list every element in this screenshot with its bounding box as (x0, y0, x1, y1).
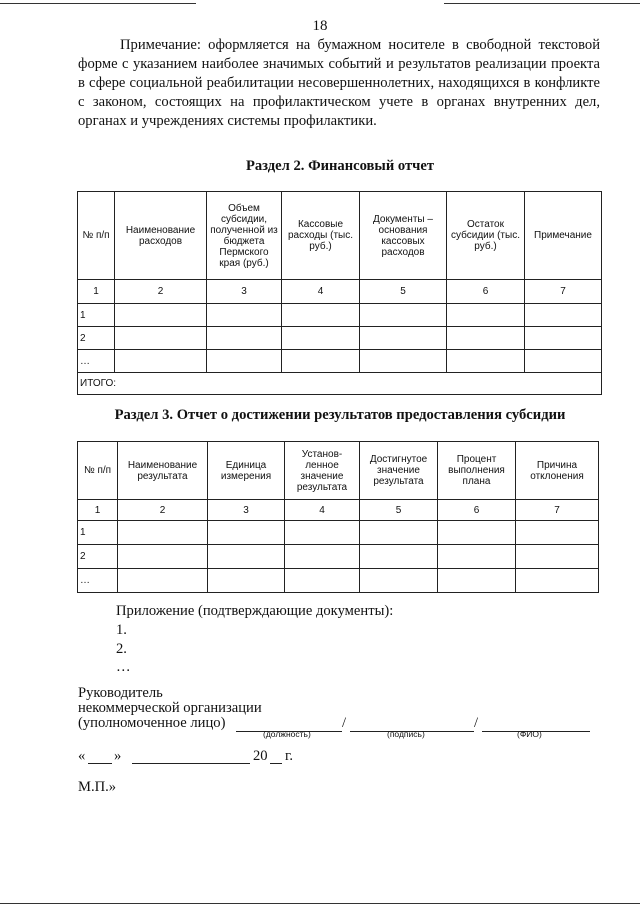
date-close-quote: » (114, 748, 122, 764)
table-number-row (78, 500, 599, 521)
header-cell: Причина отклонения (516, 442, 599, 500)
table-row (78, 350, 602, 373)
table-row (78, 521, 599, 545)
table-total-row (78, 373, 602, 395)
row-label: 1 (78, 304, 115, 327)
table-row (78, 304, 602, 327)
bottom-line (0, 903, 640, 904)
date-year-line (270, 763, 282, 764)
row-label: 2 (78, 327, 115, 350)
number-cell: 1 (78, 500, 118, 521)
date-year-suffix: г. (285, 748, 293, 764)
separator-slash: / (474, 715, 479, 731)
corner-mark-right (444, 3, 640, 4)
date-year-prefix: 20 (253, 748, 268, 764)
table-header-row (78, 192, 602, 280)
note-paragraph: Примечание: оформляется на бумажном носителе в свободной текстовой форме с указанием наиболее значимых событий и результатов реализации проекта в сфере социальной реабилитации несовершеннолетних, находящихся в конфликте с законом, состоящих на профилактическом учете в органах внутренних дел, органах и учреждениях системы профилактики. (78, 37, 600, 129)
date-open-quote: « (78, 748, 86, 764)
page-number: 18 (312, 18, 328, 34)
stamp-place: М.П.» (78, 779, 117, 795)
table-row (78, 327, 602, 350)
header-cell: Остаток субсидии (тыс. руб.) (447, 192, 525, 280)
number-cell: 4 (282, 280, 360, 304)
number-cell: 2 (118, 500, 208, 521)
number-cell: 6 (447, 280, 525, 304)
header-cell: Документы – основания кассовых расходов (360, 192, 447, 280)
appendix-title: Приложение (подтверждающие документы): (116, 603, 394, 619)
corner-mark-left (0, 3, 196, 4)
signature-org: некоммерческой организации (78, 700, 262, 716)
table-header-row (78, 442, 599, 500)
position-caption: (должность) (263, 729, 311, 739)
table-number-row (78, 280, 602, 304)
date-day-line (88, 763, 112, 764)
number-cell: 6 (438, 500, 516, 521)
header-cell: Единица измерения (208, 442, 285, 500)
header-cell: Объем субсидии, полученной из бюджета Пермского края (руб.) (207, 192, 282, 280)
signature-person: (уполномоченное лицо) (78, 715, 226, 731)
header-cell: Примечание (525, 192, 602, 280)
number-cell: 7 (516, 500, 599, 521)
number-cell: 7 (525, 280, 602, 304)
financial-report-table (77, 191, 602, 395)
header-cell: Достигнутое значение результата (360, 442, 438, 500)
appendix-item: … (116, 659, 131, 675)
name-caption: (ФИО) (517, 729, 542, 739)
header-cell: Процент выполнения плана (438, 442, 516, 500)
row-label: 2 (78, 545, 118, 569)
table-row (78, 569, 599, 593)
header-cell: Наименование расходов (115, 192, 207, 280)
header-cell: Установ-ленное значение результата (285, 442, 360, 500)
total-label: ИТОГО: (78, 373, 602, 395)
number-cell: 5 (360, 500, 438, 521)
section2-title: Раздел 2. Финансовый отчет (245, 158, 435, 174)
header-cell: № п/п (78, 442, 118, 500)
number-cell: 1 (78, 280, 115, 304)
table-row (78, 545, 599, 569)
appendix-item: 1. (116, 622, 127, 638)
row-label: … (78, 350, 115, 373)
row-label: 1 (78, 521, 118, 545)
header-cell: Наименование результата (118, 442, 208, 500)
header-cell: № п/п (78, 192, 115, 280)
header-cell: Кассовые расходы (тыс. руб.) (282, 192, 360, 280)
results-report-table (77, 441, 599, 593)
date-month-line (132, 763, 250, 764)
signature-title: Руководитель (78, 685, 163, 701)
row-label: … (78, 569, 118, 593)
section3-title: Раздел 3. Отчет о достижении результатов предоставления субсидии (114, 407, 566, 423)
number-cell: 2 (115, 280, 207, 304)
number-cell: 4 (285, 500, 360, 521)
number-cell: 5 (360, 280, 447, 304)
appendix-item: 2. (116, 641, 127, 657)
number-cell: 3 (208, 500, 285, 521)
signature-caption: (подпись) (387, 729, 425, 739)
number-cell: 3 (207, 280, 282, 304)
separator-slash: / (342, 715, 347, 731)
